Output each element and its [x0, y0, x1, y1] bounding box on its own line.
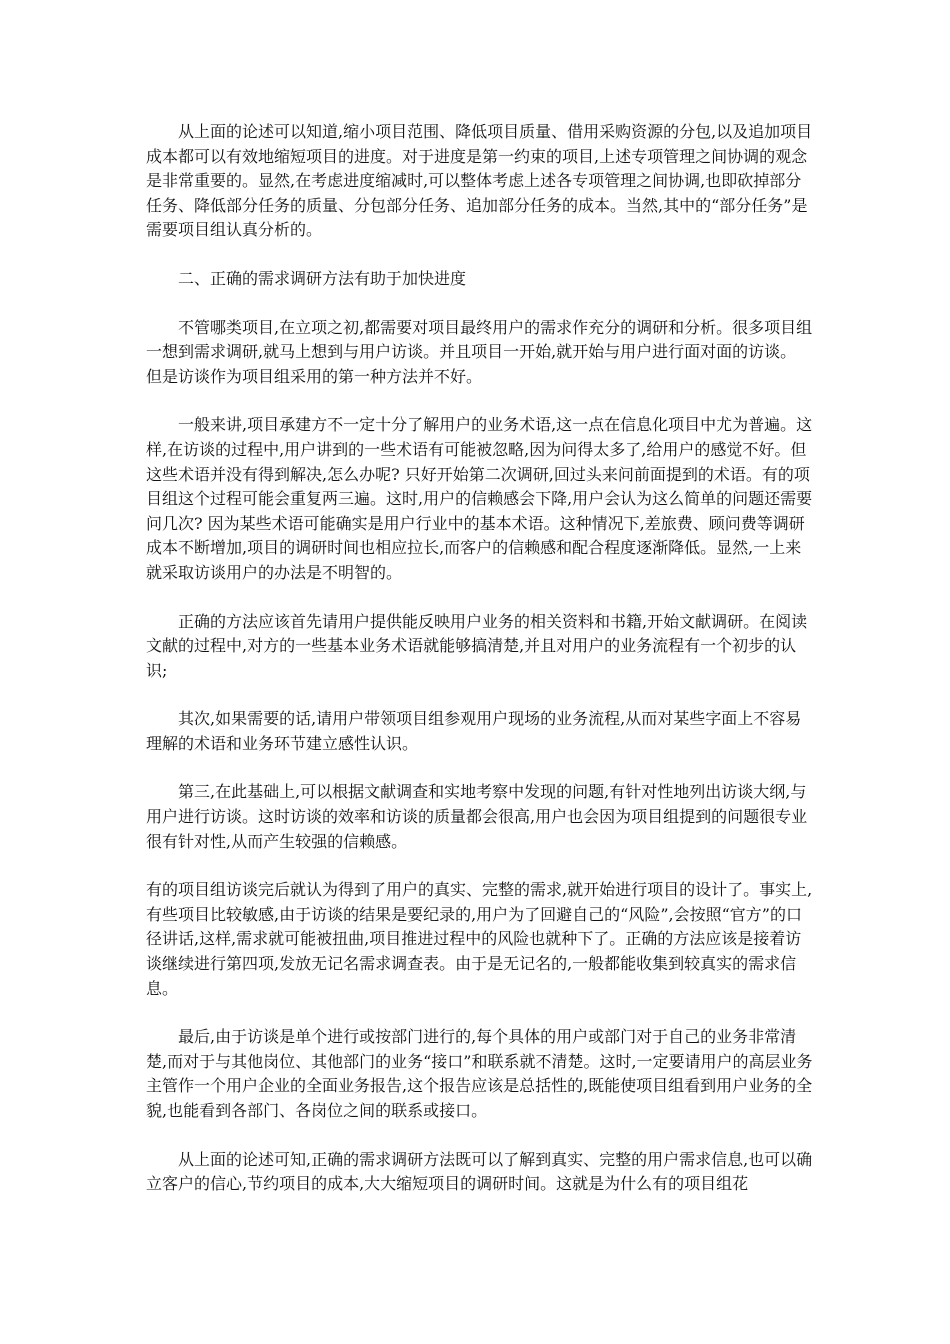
paragraph-report: 最后,由于访谈是单个进行或按部门进行的,每个具体的用户或部门对于自己的业务非常清楚,而对于与其他岗位、其他部门的业务“接口”和联系就不清楚。这时,一定要请用户的高层业务主管作一个用户企业的全面业务报告,这个报告应该是总括性的,既能使项目组看到用户业务的全貌,也能看到各部门、各岗位之间的联系或接口。: [146, 1027, 813, 1120]
paragraph-conclusion: 从上面的论述可知,正确的需求调研方法既可以了解到真实、完整的用户需求信息,也可以确立客户的信心,节约项目的成本,大大缩短项目的调研时间。这就是为什么有的项目组花: [146, 1149, 813, 1194]
paragraph-literature-research: 正确的方法应该首先请用户提供能反映用户业务的相关资料和书籍,开始文献调研。在阅读文献的过程中,对方的一些基本业务术语就能够搞清楚,并且对用户的业务流程有一个初步的认识;: [146, 611, 808, 680]
paragraph-survey: 有的项目组访谈完后就认为得到了用户的真实、完整的需求,就开始进行项目的设计了。事实上,有些项目比较敏感,由于访谈的结果是要纪录的,用户为了回避自己的“风险”,会按照“官方”的口径讲话,这样,需求就可能被扭曲,项目推进过程中的风险也就种下了。正确的方法应该是接着访谈继续进行第四项,发放无记名需求调查表。由于是无记名的,一般都能收集到较真实的需求信息。: [146, 880, 813, 998]
paragraph-interview: 第三,在此基础上,可以根据文献调查和实地考察中发现的问题,有针对性地列出访谈大纲,与用户进行访谈。这时访谈的效率和访谈的质量都会很高,用户也会因为项目组提到的问题很专业很有针对性,从而产生较强的信赖感。: [146, 782, 808, 851]
paragraph-intro: 从上面的论述可以知道,缩小项目范围、降低项目质量、借用采购资源的分包,以及追加项目成本都可以有效地缩短项目的进度。对于进度是第一约束的项目,上述专项管理之间协调的观念是非常重要的。显然,在考虑进度缩减时,可以整体考虑上述各专项管理之间协调,也即砍掉部分任务、降低部分任务的质量、分包部分任务、追加部分任务的成本。当然,其中的“部分任务”是需要项目组认真分析的。: [146, 122, 813, 240]
document-body: [146, 120, 814, 1221]
paragraph-terminology: 一般来讲,项目承建方不一定十分了解用户的业务术语,这一点在信息化项目中尤为普遍。这样,在访谈的过程中,用户讲到的一些术语有可能被忽略,因为问得太多了,给用户的感觉不好。但这些术语并没有得到解决,怎么办呢? 只好开始第二次调研,回过头来问前面提到的术语。有的项目组这个过程可能会重复两三遍。这时,用户的信赖感会下降,用户会认为这么简单的问题还需要问几次? 因为某些术语可能确实是用户行业中的基本术语。这种情况下,差旅费、顾问费等调研成本不断增加,项目的调研时间也相应拉长,而客户的信赖感和配合程度逐渐降低。显然,一上来就采取访谈用户的办法是不明智的。: [146, 415, 813, 582]
paragraph-project-needs: 不管哪类项目,在立项之初,都需要对项目最终用户的需求作充分的调研和分析。很多项目组一想到需求调研,就马上想到与用户访谈。并且项目一开始,就开始与用户进行面对面的访谈。 但是访谈作为项目组采用的第一种方法并不好。: [146, 317, 813, 386]
section-heading: 二、正确的需求调研方法有助于加快进度: [178, 268, 467, 288]
paragraph-site-visit: 其次,如果需要的话,请用户带领项目组参观用户现场的业务流程,从而对某些字面上不容易理解的术语和业务环节建立感性认识。: [146, 709, 802, 753]
